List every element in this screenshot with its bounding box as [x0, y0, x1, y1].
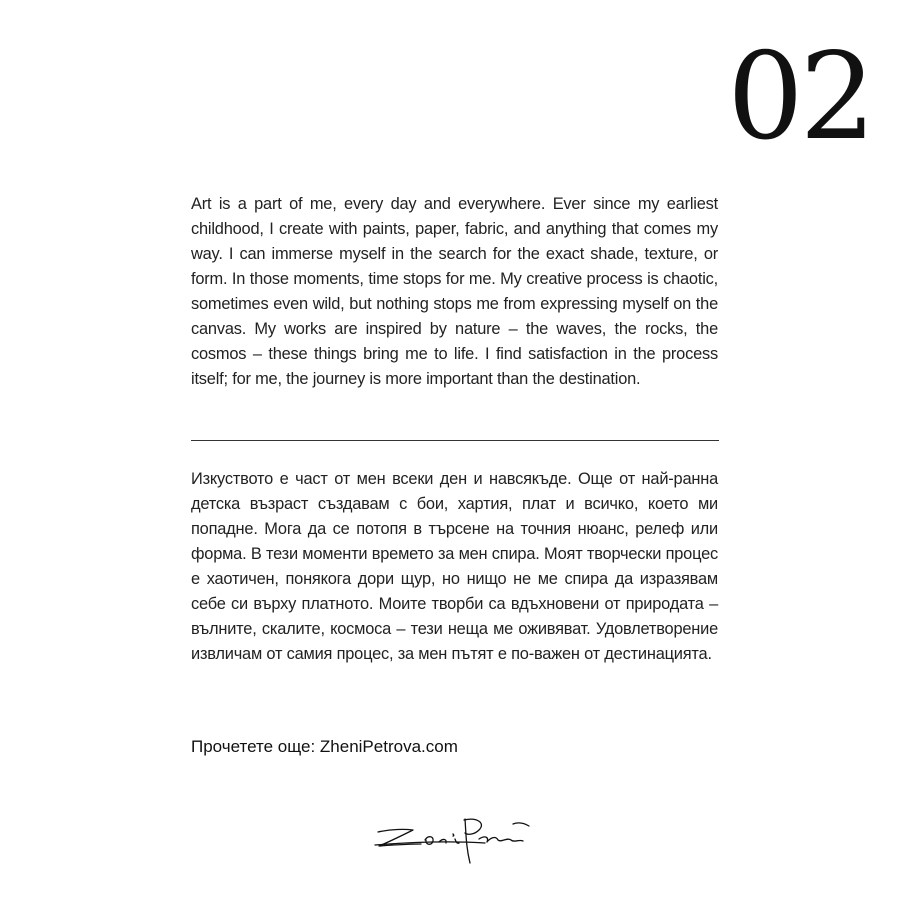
handwritten-signature-icon: [373, 815, 538, 870]
read-more-link[interactable]: Прочетете още: ZheniPetrova.com: [191, 737, 458, 756]
bulgarian-paragraph: Изкуството е част от мен всеки ден и навсякъде. Още от най-ранна детска възраст създавам с бои, хартия, плат и всичко, което ми попадне. Мога да се потопя в търсене на точния нюанс, релеф или форма. В тези моменти времето за мен спира. Моят творчески процес е хаотичен, понякога дори щур, но нищо не ме спира да изразявам себе си върху платното. Моите творби са вдъхновени от природата – вълните, скалите, космоса – тези неща ме оживяват. Удовлетворение извличам от самия процес, за мен пътят е по-важен от дестинацията.: [191, 470, 718, 663]
english-paragraph: Art is a part of me, every day and everywhere. Ever since my earliest childhood, I create with paints, paper, fabric, and anything that comes my way. I can immerse myself in the search for the exact shade, texture, or form. In those moments, time stops for me. My creative process is chaotic, sometimes even wild, but nothing stops me from expressing myself on the canvas. My works are inspired by nature – the waves, the rocks, the cosmos – these things bring me to life. I find satisfaction in the process itself; for me, the journey is more important than the destination.: [191, 195, 718, 388]
page-number: 02: [727, 28, 872, 167]
section-divider: [191, 440, 719, 441]
